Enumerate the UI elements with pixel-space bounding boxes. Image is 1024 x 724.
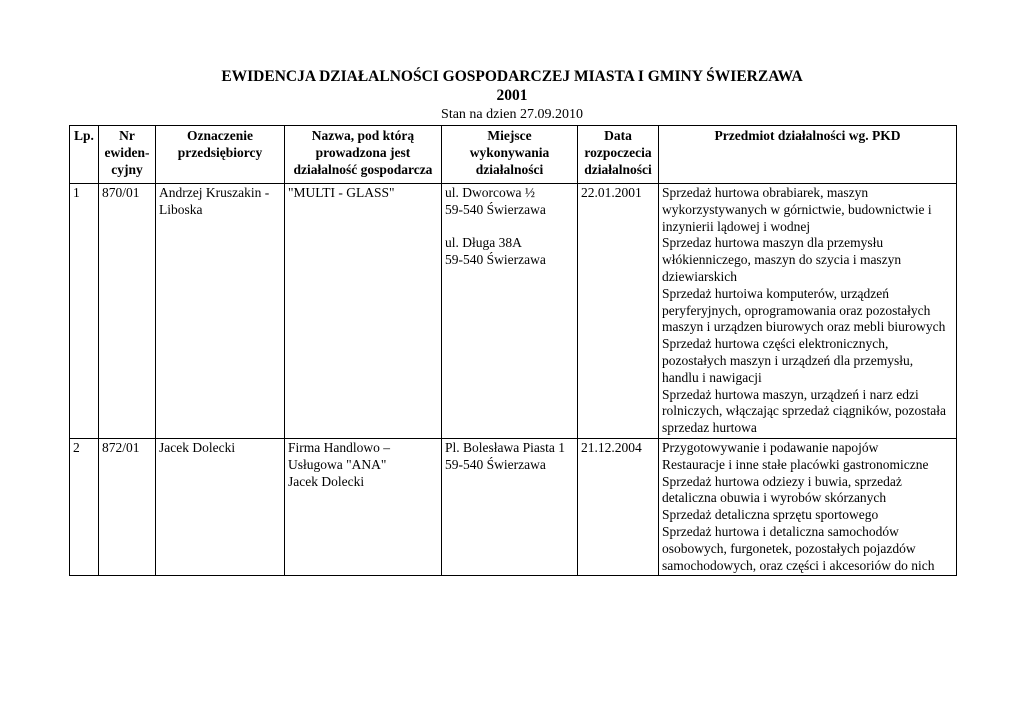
cell-nr: 872/01 <box>99 438 156 575</box>
place-address: ul. Długa 38A 59-540 Świerzawa <box>445 235 546 268</box>
pkd-item: Sprzedaż hurtowa części elektronicznych, pozostałych maszyn i urządzeń dla przemysłu, handlu i nawigacji <box>662 336 914 385</box>
pkd-item: Sprzedaż hurtowa obrabiarek, maszyn wykorzystywanych w górnictwie, budownictwie i inzynierii lądowej i wodnej <box>662 185 932 234</box>
pkd-item: Sprzedaż detaliczna sprzętu sportowego <box>662 507 879 523</box>
pkd-item: Sprzedaż hurtowa odziezy i buwia, sprzedaż detaliczna obuwia i wyrobów skórzanych <box>662 473 902 506</box>
place-address: ul. Dworcowa ½ 59-540 Świerzawa <box>445 185 546 217</box>
pkd-item: Sprzedaż hurtoiwa komputerów, urządzeń peryferyjnych, oprogramowania oraz pozostałych maszyn i urządzen biurowych oraz mebli biurowych <box>662 285 946 335</box>
registry-table <box>69 125 957 576</box>
header-row <box>70 126 957 184</box>
cell-entrepreneur: Andrzej Kruszakin - Liboska <box>156 184 285 439</box>
place-gap <box>445 219 574 236</box>
state-date: Stan na dzien 27.09.2010 <box>441 107 583 122</box>
page-title: EWIDENCJA DZIAŁALNOŚCI GOSPODARCZEJ MIASTA I GMINY ŚWIERZAWA <box>221 68 803 85</box>
table-row <box>70 184 957 439</box>
cell-entrepreneur: Jacek Dolecki <box>156 438 285 575</box>
column-header-nr: Nr ewiden- cyjny <box>99 126 156 184</box>
pkd-item: Przygotowywanie i podawanie napojów <box>662 439 879 455</box>
column-header-pkd: Przedmiot działalności wg. PKD <box>659 126 957 184</box>
cell-business-name: "MULTI - GLASS" <box>285 184 442 439</box>
column-header-business-name: Nazwa, pod którą prowadzona jest działalność gospodarcza <box>285 126 442 184</box>
cell-lp: 2 <box>70 438 99 575</box>
cell-pkd <box>659 438 957 575</box>
cell-place <box>442 184 578 439</box>
column-header-start-date: Data rozpoczecia działalności <box>578 126 659 184</box>
cell-business-name: Firma Handlowo – Usługowa "ANA" Jacek Dolecki <box>285 438 442 575</box>
place-address: Pl. Bolesława Piasta 1 59-540 Świerzawa <box>445 439 565 472</box>
column-header-lp: Lp. <box>70 126 99 184</box>
cell-start-date: 22.01.2001 <box>578 184 659 439</box>
pkd-item: Sprzedaz hurtowa maszyn dla przemysłu włókienniczego, maszyn do szycia i maszyn dziewiarskich <box>662 235 902 284</box>
cell-lp: 1 <box>70 184 99 439</box>
cell-place <box>442 438 578 575</box>
column-header-entrepreneur: Oznaczenie przedsiębiorcy <box>156 126 285 184</box>
cell-nr: 870/01 <box>99 184 156 439</box>
cell-pkd <box>659 184 957 439</box>
pkd-item: Restauracje i inne stałe placówki gastronomiczne <box>662 456 929 472</box>
cell-start-date: 21.12.2004 <box>578 438 659 575</box>
pkd-item: Sprzedaż hurtowa i detaliczna samochodów osobowych, furgonetek, pozostałych pojazdów samochodowych, oraz części i akcesoriów do nich <box>662 523 935 573</box>
column-header-place: Miejsce wykonywania działalności <box>442 126 578 184</box>
page-year: 2001 <box>496 87 528 104</box>
pkd-item: Sprzedaż hurtowa maszyn, urządzeń i narz edzi rolniczych, włączając sprzedaż ciągników, pozostała sprzedaz hurtowa <box>662 386 946 436</box>
table-row <box>70 438 957 575</box>
